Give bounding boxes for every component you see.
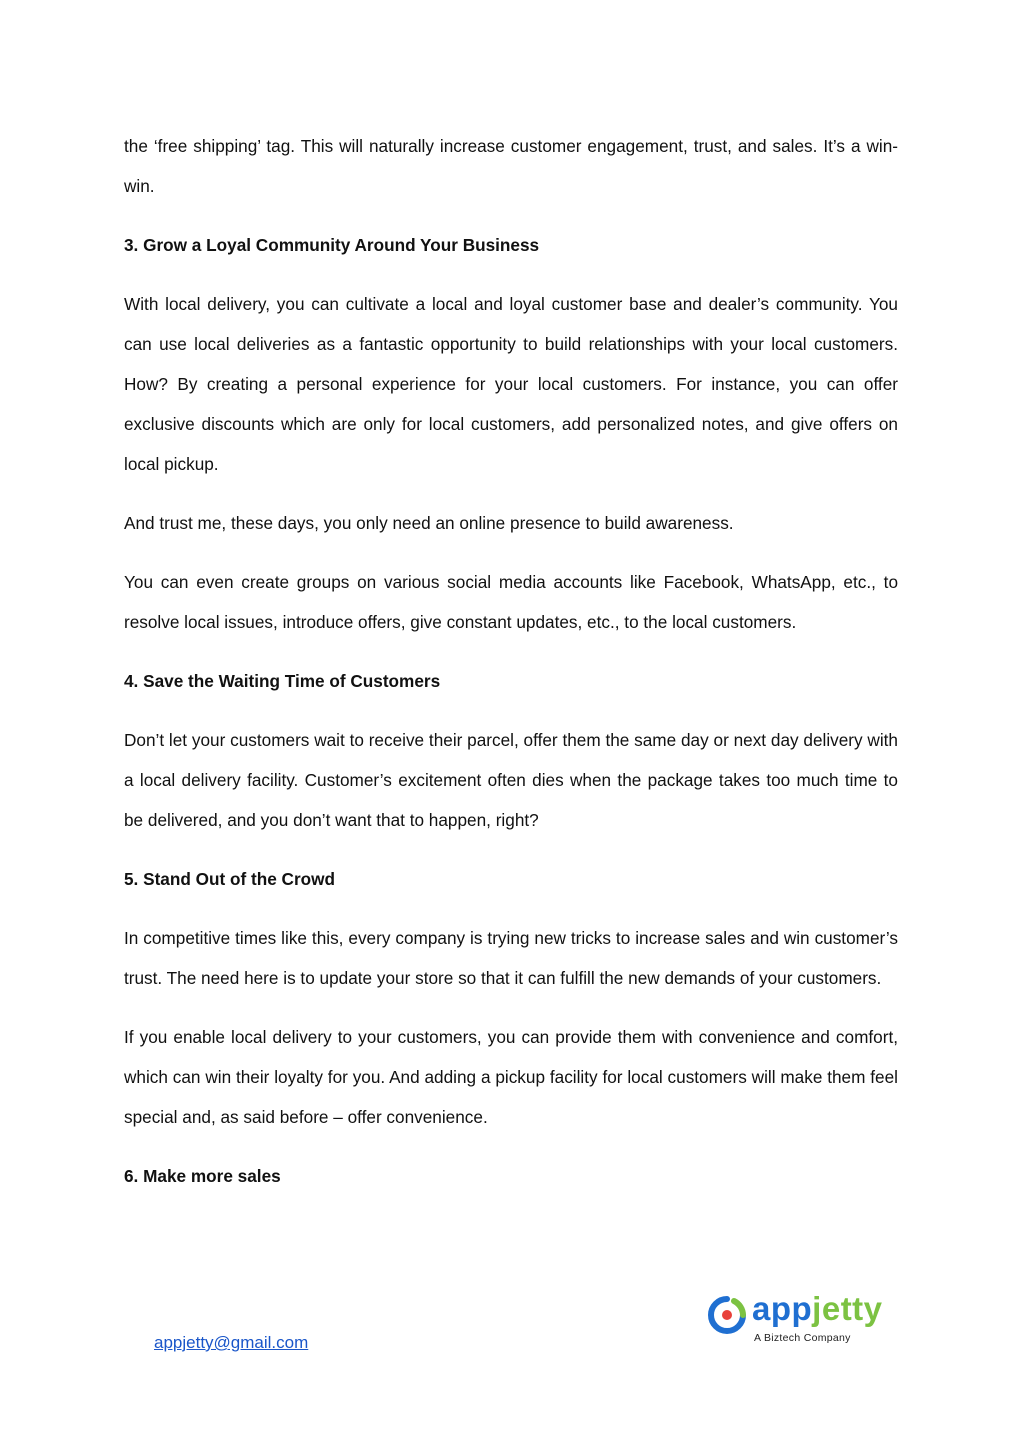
- paragraph: Don’t let your customers wait to receive their parcel, offer them the same day or next day delivery with a local delivery facility. Customer’s excitement often dies when the package takes too much time to be delivered, and you don’t want that to happen, right?: [124, 730, 898, 830]
- paragraph: the ‘free shipping’ tag. This will naturally increase customer engagement, trust, and sales. It’s a win-win.: [124, 136, 898, 196]
- logo-wordmark-app: app: [752, 1290, 813, 1327]
- paragraph: If you enable local delivery to your customers, you can provide them with convenience and comfort, which can win their loyalty for you. And adding a pickup facility for local customers will make them feel special and, as said before – offer convenience.: [124, 1027, 898, 1127]
- logo-wordmark: [752, 1290, 883, 1328]
- paragraph: In competitive times like this, every company is trying new tricks to increase sales and win customer’s trust. The need here is to update your store so that it can fulfill the new demands of your customers.: [124, 928, 898, 988]
- footer-email-link[interactable]: appjetty@gmail.com: [154, 1333, 309, 1352]
- section-heading: 3. Grow a Loyal Community Around Your Business: [124, 235, 540, 255]
- logo-tagline: A Biztech Company: [754, 1332, 851, 1344]
- section-heading: 6. Make more sales: [124, 1166, 281, 1186]
- document-body: [124, 126, 898, 1215]
- paragraph: And trust me, these days, you only need an online presence to build awareness.: [124, 513, 734, 533]
- section-heading: 5. Stand Out of the Crowd: [124, 869, 336, 889]
- appjetty-logo-icon: [708, 1296, 746, 1334]
- paragraph: With local delivery, you can cultivate a local and loyal customer base and dealer’s community. You can use local deliveries as a fantastic opportunity to build relationships with your local customers. How? By creating a personal experience for your local customers. For instance, you can offer exclusive discounts which are only for local customers, add personalized notes, and give offers on local pickup.: [124, 294, 898, 474]
- paragraph: You can even create groups on various social media accounts like Facebook, WhatsApp, etc., to resolve local issues, introduce offers, give constant updates, etc., to the local customers.: [124, 572, 898, 632]
- appjetty-logo: [708, 1290, 890, 1348]
- section-heading: 4. Save the Waiting Time of Customers: [124, 671, 441, 691]
- logo-wordmark-jetty: jetty: [812, 1290, 883, 1327]
